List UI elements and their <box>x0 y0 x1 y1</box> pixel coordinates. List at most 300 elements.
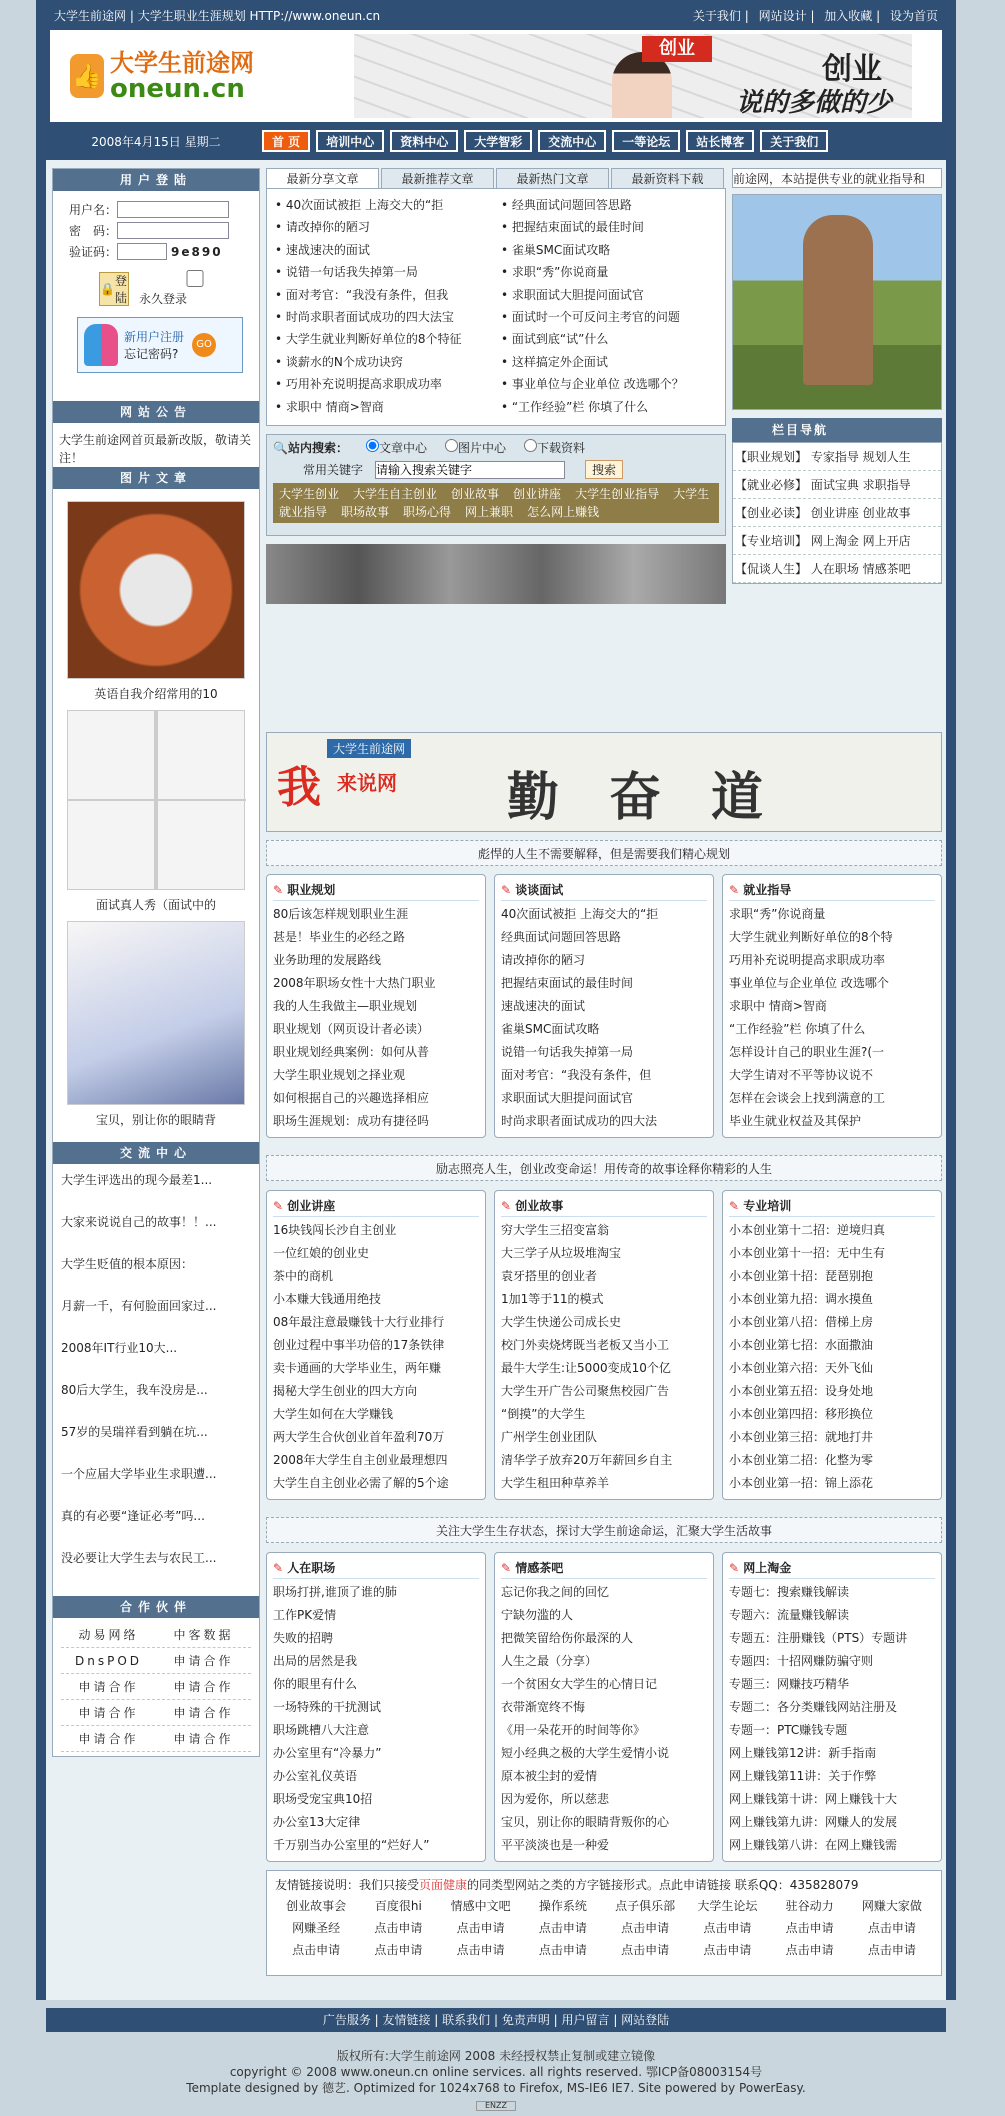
article-link[interactable]: • 巧用补充说明提高求职成功率 <box>275 374 491 395</box>
tab-latest-hot[interactable]: 最新热门文章 <box>496 168 609 188</box>
captcha-image[interactable]: 9e890 <box>171 244 223 259</box>
category-row[interactable]: 【职业规划】 专家指导 规划人生 <box>733 443 941 471</box>
list-item[interactable]: 两大学生合伙创业首年盈利70万 <box>273 1430 445 1444</box>
slogan-2: 励志照亮人生，创业改变命运！用传奇的故事诠释你精彩的人生 <box>266 1155 942 1181</box>
list-item[interactable]: 办公室里有“冷暴力” <box>273 1746 382 1760</box>
remember-label: 永久登录 <box>139 292 188 306</box>
nav-blog[interactable]: 站长博客 <box>686 130 754 152</box>
article-list <box>266 188 726 426</box>
box-title[interactable]: ✎ 人在职场 <box>273 1557 479 1579</box>
list-item[interactable]: 时尚求职者面试成功的四大法 <box>501 1114 658 1128</box>
list-item[interactable]: 职场跳槽八大注意 <box>273 1723 370 1737</box>
site-logo[interactable] <box>50 30 350 122</box>
list-item[interactable]: 大学生租田种草养羊 <box>501 1476 610 1490</box>
category-title: 栏目导航 <box>732 418 942 442</box>
friend-link[interactable]: 点击申请 <box>785 1943 834 1957</box>
category-row[interactable]: 【创业必读】 创业讲座 创业故事 <box>733 499 941 527</box>
photo-caption[interactable]: 面试真人秀（面试中的 <box>95 898 216 912</box>
list-item[interactable]: 清华学子放弃20万年薪回乡自主 <box>501 1453 673 1467</box>
partner-link[interactable]: 申请合作 <box>173 1654 234 1668</box>
list-item[interactable]: 小本创业第三招：就地打井 <box>729 1430 874 1444</box>
header-banner[interactable] <box>354 34 912 118</box>
list-item[interactable]: 办公室礼仪英语 <box>273 1769 358 1783</box>
article-link[interactable]: • 时尚求职者面试成功的四大法宝 <box>275 307 491 328</box>
list-item[interactable]: 专题七：搜索赚钱解读 <box>729 1585 850 1599</box>
partner-link[interactable]: 申请合作 <box>173 1680 234 1694</box>
slogan-3: 关注大学生生存状态，探讨大学生前途命运，汇聚大学生活故事 <box>266 1517 942 1543</box>
nav-resources[interactable]: 资料中心 <box>390 130 458 152</box>
article-link[interactable]: • 大学生就业判断好单位的8个特征 <box>275 329 491 350</box>
notice-title: 网站公告 <box>53 401 259 423</box>
banner-small-text: 来说网 <box>337 771 397 795</box>
list-item[interactable]: 小本创业第五招：设身处地 <box>729 1384 874 1398</box>
box-row-3 <box>266 1552 942 1862</box>
list-item[interactable]: 小本创业第十一招：无中生有 <box>729 1246 886 1260</box>
copyright-en: copyright © 2008 www.oneun.cn online services. all rights reserved. 鄂ICP备08003154号 <box>229 2065 763 2079</box>
list-item[interactable]: 大学生贬值的根本原因： <box>61 1257 194 1271</box>
banner-big-text: 我 <box>277 762 321 813</box>
list-item[interactable]: 网上赚钱第十讲：网上赚钱十大 <box>729 1792 898 1806</box>
list-item[interactable]: 月薪一千，有何脸面回家过... <box>61 1299 217 1313</box>
nav-exchange[interactable]: 交流中心 <box>538 130 606 152</box>
design-link[interactable]: 网站设计 <box>758 8 807 23</box>
list-item[interactable]: 80后该怎样规划职业生涯 <box>273 907 409 921</box>
list-item[interactable]: “工作经验”栏 你填了什么 <box>729 1022 866 1036</box>
links-note: 友情链接说明：我们只接受 <box>275 1878 420 1892</box>
friend-link[interactable]: 点击申请 <box>374 1943 423 1957</box>
friend-link[interactable]: 点击申请 <box>538 1921 587 1935</box>
thumbs-up-icon: 👍 <box>70 54 104 98</box>
list-item[interactable]: 小本创业第四招：移形换位 <box>729 1407 874 1421</box>
banner-title: 创业 <box>822 52 882 87</box>
keyword-links <box>273 483 719 523</box>
center-column <box>266 168 726 604</box>
box-startup-lecture <box>266 1190 486 1500</box>
nav-training[interactable]: 培训中心 <box>316 130 384 152</box>
nav-forum[interactable]: 一等论坛 <box>612 130 680 152</box>
top-bar: 大学生前途网 | 大学生职业生涯规划 HTTP://www.oneun.cn 关于我们 | 网站设计 | 加入收藏 | 设为首页 <box>46 0 946 30</box>
article-link[interactable]: • 这样搞定外企面试 <box>501 352 717 373</box>
username-label: 用户名： <box>69 203 118 217</box>
list-item[interactable]: 广州学生创业团队 <box>501 1430 598 1444</box>
list-item[interactable]: 57岁的吴瑞祥看到躺在坑... <box>61 1425 208 1439</box>
partner-title: 合作伙伴 <box>53 1596 259 1618</box>
tab-latest-downloads[interactable]: 最新资料下载 <box>611 168 724 188</box>
list-item[interactable]: 网上赚钱第12讲：新手指南 <box>729 1746 877 1760</box>
box-training <box>722 1190 942 1500</box>
list-item[interactable]: 大家来说说自己的故事！！... <box>61 1215 217 1229</box>
friend-link[interactable]: 点击申请 <box>785 1921 834 1935</box>
photo-interview[interactable] <box>67 710 245 890</box>
list-item[interactable]: 大学生请对不平等协议说不 <box>729 1068 874 1082</box>
list-item[interactable]: 如何根据自己的兴趣选择相应 <box>273 1091 430 1105</box>
list-item[interactable]: 小本创业第十二招：逆境归真 <box>729 1223 886 1237</box>
photo-meeting[interactable] <box>67 501 245 679</box>
radio-label: 图片中心 <box>457 441 506 455</box>
list-item[interactable]: 说错一句话我失掉第一局 <box>501 1045 634 1059</box>
keyword-link[interactable]: 职场故事 <box>341 505 390 519</box>
list-item[interactable]: 08年最注意最赚钱十大行业排行 <box>273 1315 445 1329</box>
tab-latest-recommended[interactable]: 最新推荐文章 <box>381 168 494 188</box>
photo-caption[interactable]: 英语自我介绍常用的10 <box>94 687 218 701</box>
list-item[interactable]: 失败的招聘 <box>273 1631 334 1645</box>
forgot-password-link[interactable]: 忘记密码? <box>124 347 179 361</box>
list-item[interactable]: 校门外卖烧烤既当老板又当小工 <box>501 1338 670 1352</box>
box-title[interactable]: ✎ 创业讲座 <box>273 1195 479 1217</box>
friend-link[interactable]: 创业故事会 <box>286 1899 347 1913</box>
list-item[interactable]: 出局的居然是我 <box>273 1654 358 1668</box>
friend-link[interactable]: 点击申请 <box>621 1921 670 1935</box>
list-item[interactable]: 茶中的商机 <box>273 1269 334 1283</box>
article-link[interactable]: • 雀巢SMC面试攻略 <box>501 240 717 261</box>
radio-downloads[interactable] <box>524 439 585 456</box>
register-button[interactable] <box>77 317 243 373</box>
list-item[interactable]: 短小经典之极的大学生爱情小说 <box>501 1746 670 1760</box>
list-item[interactable]: 巧用补充说明提高求职成功率 <box>729 953 886 967</box>
friend-link[interactable]: 点子俱乐部 <box>615 1899 676 1913</box>
exchange-list <box>53 1164 259 1596</box>
list-item[interactable]: 工作PK爱情 <box>273 1608 337 1622</box>
friend-link[interactable]: 网赚圣经 <box>292 1921 341 1935</box>
category-row[interactable]: 【侃谈人生】 人在职场 情感茶吧 <box>733 555 941 583</box>
list-item[interactable]: 经典面试问题回答思路 <box>501 930 622 944</box>
partner-link[interactable]: 申请合作 <box>78 1680 139 1694</box>
header <box>46 30 946 122</box>
list-item[interactable]: 一个贫困女大学生的心情日记 <box>501 1677 658 1691</box>
logo-domain: oneun.cn <box>110 74 245 104</box>
site-search <box>266 434 726 536</box>
list-item[interactable]: 真的有必要“逢证必考”吗... <box>61 1509 205 1523</box>
box-workplace <box>266 1552 486 1862</box>
box-title[interactable]: ✎ 就业指导 <box>729 879 935 901</box>
article-link[interactable]: • 面试到底“试”什么 <box>501 329 717 350</box>
banner-slogan: 说的多做的少 <box>735 88 892 118</box>
list-item[interactable]: 40次面试被拒 上海交大的“拒 <box>501 907 659 921</box>
partner-link[interactable]: 申请合作 <box>173 1706 234 1720</box>
list-item[interactable]: 小本创业第一招：锦上添花 <box>729 1476 874 1490</box>
list-item[interactable]: 大学生职业规划之择业观 <box>273 1068 406 1082</box>
photo-girl[interactable] <box>67 921 245 1105</box>
list-item[interactable]: 专题五：注册赚钱（PTS）专题讲 <box>729 1631 908 1645</box>
list-item[interactable]: 16块钱闯长沙自主创业 <box>273 1223 397 1237</box>
nav-about[interactable]: 关于我们 <box>760 130 828 152</box>
list-item[interactable]: 创业过程中事半功倍的17条铁律 <box>273 1338 445 1352</box>
list-item[interactable]: 因为爱你，所以慈悲 <box>501 1792 610 1806</box>
article-link[interactable]: • 谈薪水的N个成功诀窍 <box>275 352 491 373</box>
friend-link[interactable]: 点击申请 <box>867 1921 916 1935</box>
list-item[interactable]: 专题四：十招网赚防骗守则 <box>729 1654 874 1668</box>
list-item[interactable]: 怎样设计自己的职业生涯?(一 <box>729 1045 885 1059</box>
box-title[interactable]: ✎ 专业培训 <box>729 1195 935 1217</box>
list-item[interactable]: 专题二：各分类赚钱网站注册及 <box>729 1700 898 1714</box>
friend-link[interactable]: 情感中文吧 <box>450 1899 511 1913</box>
friend-link[interactable]: 网赚大家做 <box>861 1899 922 1913</box>
keyword-link[interactable]: 大学生创业指导 <box>575 487 660 501</box>
list-item[interactable]: 小本创业第十招：琵琶别抱 <box>729 1269 874 1283</box>
list-item[interactable]: 网上赚钱第九讲：网赚人的发展 <box>729 1815 898 1829</box>
list-item[interactable]: 袁牙搭里的创业者 <box>501 1269 598 1283</box>
list-item[interactable]: 千万别当办公室里的“烂好人” <box>273 1838 430 1852</box>
captcha-input[interactable] <box>117 243 167 260</box>
list-item[interactable]: 没必要让大学生去与农民工... <box>61 1551 217 1565</box>
list-item[interactable]: 大三学子从垃圾堆淘宝 <box>501 1246 622 1260</box>
list-item[interactable]: 甚是！毕业生的必经之路 <box>273 930 406 944</box>
box-title[interactable]: ✎ 网上淘金 <box>729 1557 935 1579</box>
links-apply[interactable]: 的同类型网站之类的方字链接形式。点此申请链接 联系QQ：435828079 <box>467 1878 859 1892</box>
partner-link[interactable]: DnsPOD <box>74 1653 143 1668</box>
list-item[interactable]: 穷大学生三招变富翁 <box>501 1223 610 1237</box>
article-link[interactable]: • 事业单位与企业单位 改选哪个？ <box>501 374 717 395</box>
banner-calligraphy: 勤奋道 <box>507 768 814 828</box>
remember-checkbox[interactable] <box>139 270 251 307</box>
tab-latest-shared[interactable]: 最新分享文章 <box>266 168 379 188</box>
list-item[interactable]: 大学生快递公司成长史 <box>501 1315 622 1329</box>
username-input[interactable] <box>117 201 229 218</box>
radio-label: 文章中心 <box>378 441 427 455</box>
list-item[interactable]: 网上赚钱第11讲：关于作弊 <box>729 1769 877 1783</box>
list-item[interactable]: 求职面试大胆提问面试官 <box>501 1091 634 1105</box>
article-link[interactable]: • 经典面试问题回答思路 <box>501 195 717 216</box>
friend-link[interactable]: 点击申请 <box>292 1943 341 1957</box>
right-sidebar <box>732 168 942 584</box>
search-button[interactable]: 搜索 <box>585 460 623 479</box>
box-title[interactable]: ✎ 情感茶吧 <box>501 1557 707 1579</box>
notice-text[interactable]: 大学生前途网首页最新改版，敬请关注！ <box>59 433 252 465</box>
footer-nav[interactable]: 广告服务 | 友情链接 | 联系我们 | 免责声明 | 用户留言 | 网站登陆 <box>46 2008 946 2032</box>
list-item[interactable]: 职场生涯规划：成功有捷径吗 <box>273 1114 430 1128</box>
list-item[interactable]: 面对考官：“我没有条件，但 <box>501 1068 652 1082</box>
friend-link[interactable]: 点击申请 <box>374 1921 423 1935</box>
list-item[interactable]: 大学生开广告公司聚焦校园广告 <box>501 1384 670 1398</box>
list-item[interactable]: 事业单位与企业单位 改选哪个 <box>729 976 889 990</box>
login-title: 用户登陆 <box>53 169 259 191</box>
list-item[interactable]: 大学生自主创业必需了解的5个途 <box>273 1476 449 1490</box>
login-button[interactable] <box>99 272 129 306</box>
template-credit: Template designed by 德艺. Optimized for 1024x768 to Firefox, MS-IE6 IE7. Site powered by PowerEasy. <box>186 2081 806 2095</box>
friend-link[interactable]: 点击申请 <box>703 1921 752 1935</box>
partner-link[interactable]: 申请合作 <box>78 1706 139 1720</box>
friend-link[interactable]: 点击申请 <box>621 1943 670 1957</box>
list-item[interactable]: 2008年IT行业10大... <box>61 1341 178 1355</box>
article-link[interactable]: • “工作经验”栏 你填了什么 <box>501 397 717 418</box>
list-item[interactable]: 我的人生我做主—职业规划 <box>273 999 418 1013</box>
current-date: 2008年4月15日 星期二 <box>91 134 221 149</box>
list-item[interactable]: 小本创业第八招：借梯上房 <box>729 1315 874 1329</box>
category-row[interactable]: 【专业培训】 网上淘金 网上开店 <box>733 527 941 555</box>
site-name[interactable]: 大学生前途网 <box>54 8 127 23</box>
search-icon: 🔍 <box>273 440 288 455</box>
list-item[interactable]: 小本创业第六招：天外飞仙 <box>729 1361 874 1375</box>
list-item[interactable]: 业务助理的发展路线 <box>273 953 382 967</box>
friend-link[interactable]: 驻谷动力 <box>785 1899 834 1913</box>
list-item[interactable]: 2008年职场女性十大热门职业 <box>273 976 436 990</box>
friend-links <box>266 1870 942 1976</box>
box-interview <box>494 874 714 1138</box>
fruit-banner[interactable] <box>266 544 726 604</box>
main-content <box>46 160 946 2110</box>
keyword-link[interactable]: 怎么网上赚钱 <box>527 505 600 519</box>
list-item[interactable]: 大学生就业判断好单位的8个特 <box>729 930 893 944</box>
friend-link[interactable]: 点击申请 <box>703 1943 752 1957</box>
keyword-link[interactable]: 创业故事 <box>451 487 500 501</box>
slogan-1: 彪悍的人生不需要解释，但是需要我们精心规划 <box>266 840 942 866</box>
list-item[interactable]: 小本赚大钱通用绝技 <box>273 1292 382 1306</box>
list-item[interactable]: 最牛大学生:让5000变成10个亿 <box>501 1361 671 1375</box>
box-title[interactable]: ✎ 职业规划 <box>273 879 479 901</box>
friend-link[interactable]: 点击申请 <box>456 1943 505 1957</box>
banner-tag: 创业 <box>642 36 712 62</box>
keyword-link[interactable]: 大学生就业指导 <box>279 487 710 519</box>
list-item[interactable]: 一场特殊的干扰测试 <box>273 1700 382 1714</box>
photo-caption[interactable]: 宝贝，别让你的眼睛背 <box>95 1113 216 1127</box>
box-employment <box>722 874 942 1138</box>
box-startup-story <box>494 1190 714 1500</box>
radio-articles[interactable] <box>366 439 427 456</box>
list-item[interactable]: 衣带渐宽终不悔 <box>501 1700 586 1714</box>
keyword-link[interactable]: 职场心得 <box>403 505 452 519</box>
box-title[interactable]: ✎ 谈谈面试 <box>501 879 707 901</box>
list-item[interactable]: 一个应届大学毕业生求职遭... <box>61 1467 217 1481</box>
list-item[interactable]: 80后大学生，我车没房是... <box>61 1383 208 1397</box>
list-item[interactable]: 2008年大学生自主创业最理想四 <box>273 1453 448 1467</box>
article-link[interactable]: • 把握结束面试的最佳时间 <box>501 217 717 238</box>
list-item[interactable]: 职场打拼,谁顶了谁的肺 <box>273 1585 397 1599</box>
list-item[interactable]: 卖卡通画的大学毕业生，两年赚 <box>273 1361 442 1375</box>
list-item[interactable]: 速战速决的面试 <box>501 999 586 1013</box>
list-item[interactable]: 大学生评选出的现今最差1... <box>61 1173 213 1187</box>
login-panel <box>53 191 259 401</box>
friend-link[interactable]: 大学生论坛 <box>697 1899 758 1913</box>
footer <box>46 2036 946 2116</box>
box-career <box>266 874 486 1138</box>
lock-icon: 🔒 <box>100 281 115 296</box>
main-nav <box>46 122 946 160</box>
keyword-link[interactable]: 大学生自主创业 <box>353 487 438 501</box>
list-item[interactable]: 职业规划经典案例：如何从普 <box>273 1045 430 1059</box>
list-item[interactable]: 专题一：PTC赚钱专题 <box>729 1723 848 1737</box>
radio-label: 下载资料 <box>537 441 586 455</box>
article-tabs <box>266 168 726 188</box>
radio-images[interactable] <box>445 439 506 456</box>
friend-link[interactable]: 点击申请 <box>538 1943 587 1957</box>
list-item[interactable]: 求职中 情商>智商 <box>729 999 827 1013</box>
search-input[interactable] <box>375 461 565 479</box>
tree-photo[interactable] <box>732 194 942 410</box>
article-link[interactable]: • 求职中 情商>智商 <box>275 397 491 418</box>
list-item[interactable]: 小本创业第七招：水面撒油 <box>729 1338 874 1352</box>
search-title: 站内搜索： <box>287 441 348 455</box>
friend-link[interactable]: 操作系统 <box>538 1899 587 1913</box>
partner-list <box>53 1618 259 1756</box>
list-item[interactable]: 求职“秀”你说商量 <box>729 907 826 921</box>
list-item[interactable]: 1加1等于11的模式 <box>501 1292 604 1306</box>
list-item[interactable]: 职场受宠宝典10招 <box>273 1792 373 1806</box>
list-item[interactable]: 把微笑留给伤你最深的人 <box>501 1631 634 1645</box>
article-link[interactable]: • 面试时一个可反问主考官的问题 <box>501 307 717 328</box>
category-nav <box>732 442 942 584</box>
site-subtitle: 大学生职业生涯规划 HTTP://www.oneun.cn <box>137 8 381 23</box>
list-item[interactable]: 忘记你我之间的回忆 <box>501 1585 610 1599</box>
password-input[interactable] <box>117 222 229 239</box>
article-link[interactable]: • 面对考官：“我没有条件，但我 <box>275 285 491 306</box>
list-item[interactable]: 把握结束面试的最佳时间 <box>501 976 634 990</box>
friend-link[interactable]: 百度很hi <box>374 1899 422 1913</box>
list-item[interactable]: 平平淡淡也是一种爱 <box>501 1838 610 1852</box>
about-link[interactable]: 关于我们 <box>692 8 741 23</box>
list-item[interactable]: 宁缺勿滥的人 <box>501 1608 574 1622</box>
article-link[interactable]: • 说错一句话我失掉第一局 <box>275 262 491 283</box>
photo-title: 图片文章 <box>53 467 259 489</box>
list-item[interactable]: 揭秘大学生创业的四大方向 <box>273 1384 418 1398</box>
list-item[interactable]: 原本被尘封的爱情 <box>501 1769 598 1783</box>
photo-list <box>53 489 259 1142</box>
keyword-link[interactable]: 网上兼职 <box>465 505 514 519</box>
login-button-label: 登陆 <box>114 273 127 305</box>
favorite-link[interactable]: 加入收藏 <box>824 8 873 23</box>
partner-link[interactable]: 动易网络 <box>78 1628 139 1642</box>
nav-home[interactable]: 首 页 <box>262 130 310 152</box>
box-row-1 <box>266 874 942 1138</box>
list-item[interactable]: 怎样在会谈会上找到满意的工 <box>729 1091 886 1105</box>
nav-wisdom[interactable]: 大学智彩 <box>464 130 532 152</box>
list-item[interactable]: 小本创业第九招：调水摸鱼 <box>729 1292 874 1306</box>
stat-badge[interactable]: ENZZ <box>476 2101 516 2111</box>
list-item[interactable]: 请改掉你的陋习 <box>501 953 586 967</box>
list-item[interactable]: 毕业生就业权益及其保护 <box>729 1114 862 1128</box>
users-icon <box>84 324 118 366</box>
article-link[interactable]: • 求职面试大胆提问面试官 <box>501 285 717 306</box>
article-link[interactable]: • 求职“秀”你说商量 <box>501 262 717 283</box>
list-item[interactable]: 大学生如何在大学赚钱 <box>273 1407 394 1421</box>
friend-link[interactable]: 点击申请 <box>456 1921 505 1935</box>
list-item[interactable]: 你的眼里有什么 <box>273 1677 358 1691</box>
category-row[interactable]: 【就业必修】 面试宝典 求职指导 <box>733 471 941 499</box>
article-link[interactable]: • 40次面试被拒 上海交大的“拒 <box>275 195 491 216</box>
links-highlight: 页面健康 <box>419 1878 468 1892</box>
list-item[interactable]: 人生之最（分享） <box>501 1654 598 1668</box>
box-title[interactable]: ✎ 创业故事 <box>501 1195 707 1217</box>
list-item[interactable]: 专题三：网赚技巧精华 <box>729 1677 850 1691</box>
register-label: 新用户注册 <box>124 330 185 344</box>
go-icon[interactable]: GO <box>192 333 216 357</box>
list-item[interactable]: “倒摸”的大学生 <box>501 1407 586 1421</box>
left-sidebar <box>52 168 260 1757</box>
article-link[interactable]: • 请改掉你的陋习 <box>275 217 491 238</box>
list-item[interactable]: 宝贝，别让你的眼睛背叛你的心 <box>501 1815 670 1829</box>
list-item[interactable]: 《用一朵花开的时间等你》 <box>501 1723 646 1737</box>
list-item[interactable]: 一位红娘的创业史 <box>273 1246 370 1260</box>
keyword-link[interactable]: 创业讲座 <box>513 487 562 501</box>
keyword-link[interactable]: 大学生创业 <box>279 487 340 501</box>
list-item[interactable]: 网上赚钱第八讲：在网上赚钱需 <box>729 1838 898 1852</box>
partner-link[interactable]: 中客数据 <box>173 1628 234 1642</box>
list-item[interactable]: 职业规划（网页设计者必读） <box>273 1022 430 1036</box>
friend-link[interactable]: 点击申请 <box>867 1943 916 1957</box>
list-item[interactable]: 小本创业第二招：化整为零 <box>729 1453 874 1467</box>
box-row-2 <box>266 1190 942 1500</box>
marquee-text: 前途网，本站提供专业的就业指导和 <box>732 168 942 188</box>
calligraphy-banner[interactable] <box>266 732 942 832</box>
homepage-link[interactable]: 设为首页 <box>889 8 938 23</box>
partner-link[interactable]: 申请合作 <box>78 1732 139 1746</box>
article-link[interactable]: • 速战速决的面试 <box>275 240 491 261</box>
list-item[interactable]: 办公室13大定律 <box>273 1815 361 1829</box>
partner-link[interactable]: 申请合作 <box>173 1732 234 1746</box>
list-item[interactable]: 专题六：流量赚钱解读 <box>729 1608 850 1622</box>
banner-tag: 大学生前途网 <box>327 739 411 758</box>
remember-check[interactable] <box>139 270 251 287</box>
list-item[interactable]: 雀巢SMC面试攻略 <box>501 1022 600 1036</box>
